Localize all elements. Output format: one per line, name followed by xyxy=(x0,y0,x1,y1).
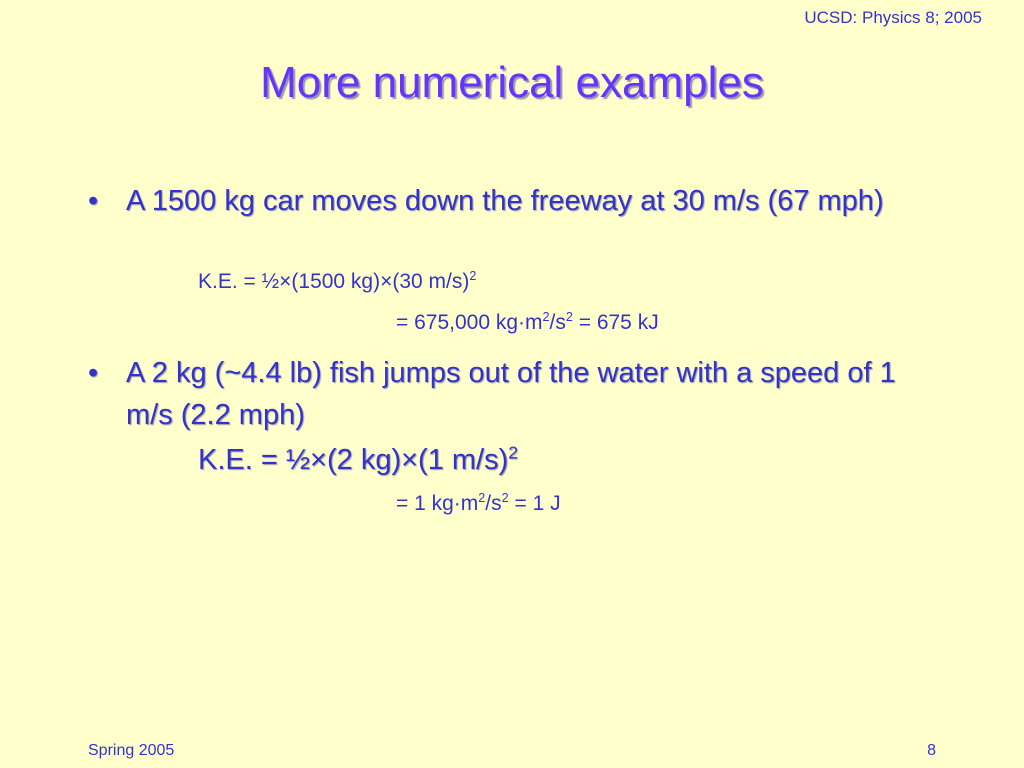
bullet-symbol: • xyxy=(88,185,99,217)
bullet-item-car xyxy=(88,180,948,222)
footer-term: Spring 2005 xyxy=(88,742,175,759)
page-number: 8 xyxy=(927,742,936,759)
equation-car-result: = 675,000 $kg\cdot m^2/s^2 = 675$ kJ xyxy=(396,310,659,334)
bullet-symbol: • xyxy=(88,357,99,389)
course-header: UCSD: Physics 8; 2005 xyxy=(804,8,982,27)
slide-title: More numerical examples xyxy=(260,58,764,107)
equation-fish-result: = 1 $kg\cdot m^2/s^2 = 1$ J xyxy=(396,491,561,515)
bullet-text: A 1500 kg car moves down the freeway at 30 m/s (67 mph) xyxy=(126,185,884,217)
equation-fish-ke: K.E. = ½×(2 kg)×(1 m/s)$^2$ xyxy=(198,442,518,476)
equation-car-ke: K.E. = ½×(1500 kg)×(30 m/s)$^2$ xyxy=(198,269,477,293)
bullet-text: A 2 kg (~4.4 lb) fish jumps out of the water with a speed of 1 m/s (2.2 mph) xyxy=(126,357,896,431)
bullet-item-fish xyxy=(88,352,948,436)
